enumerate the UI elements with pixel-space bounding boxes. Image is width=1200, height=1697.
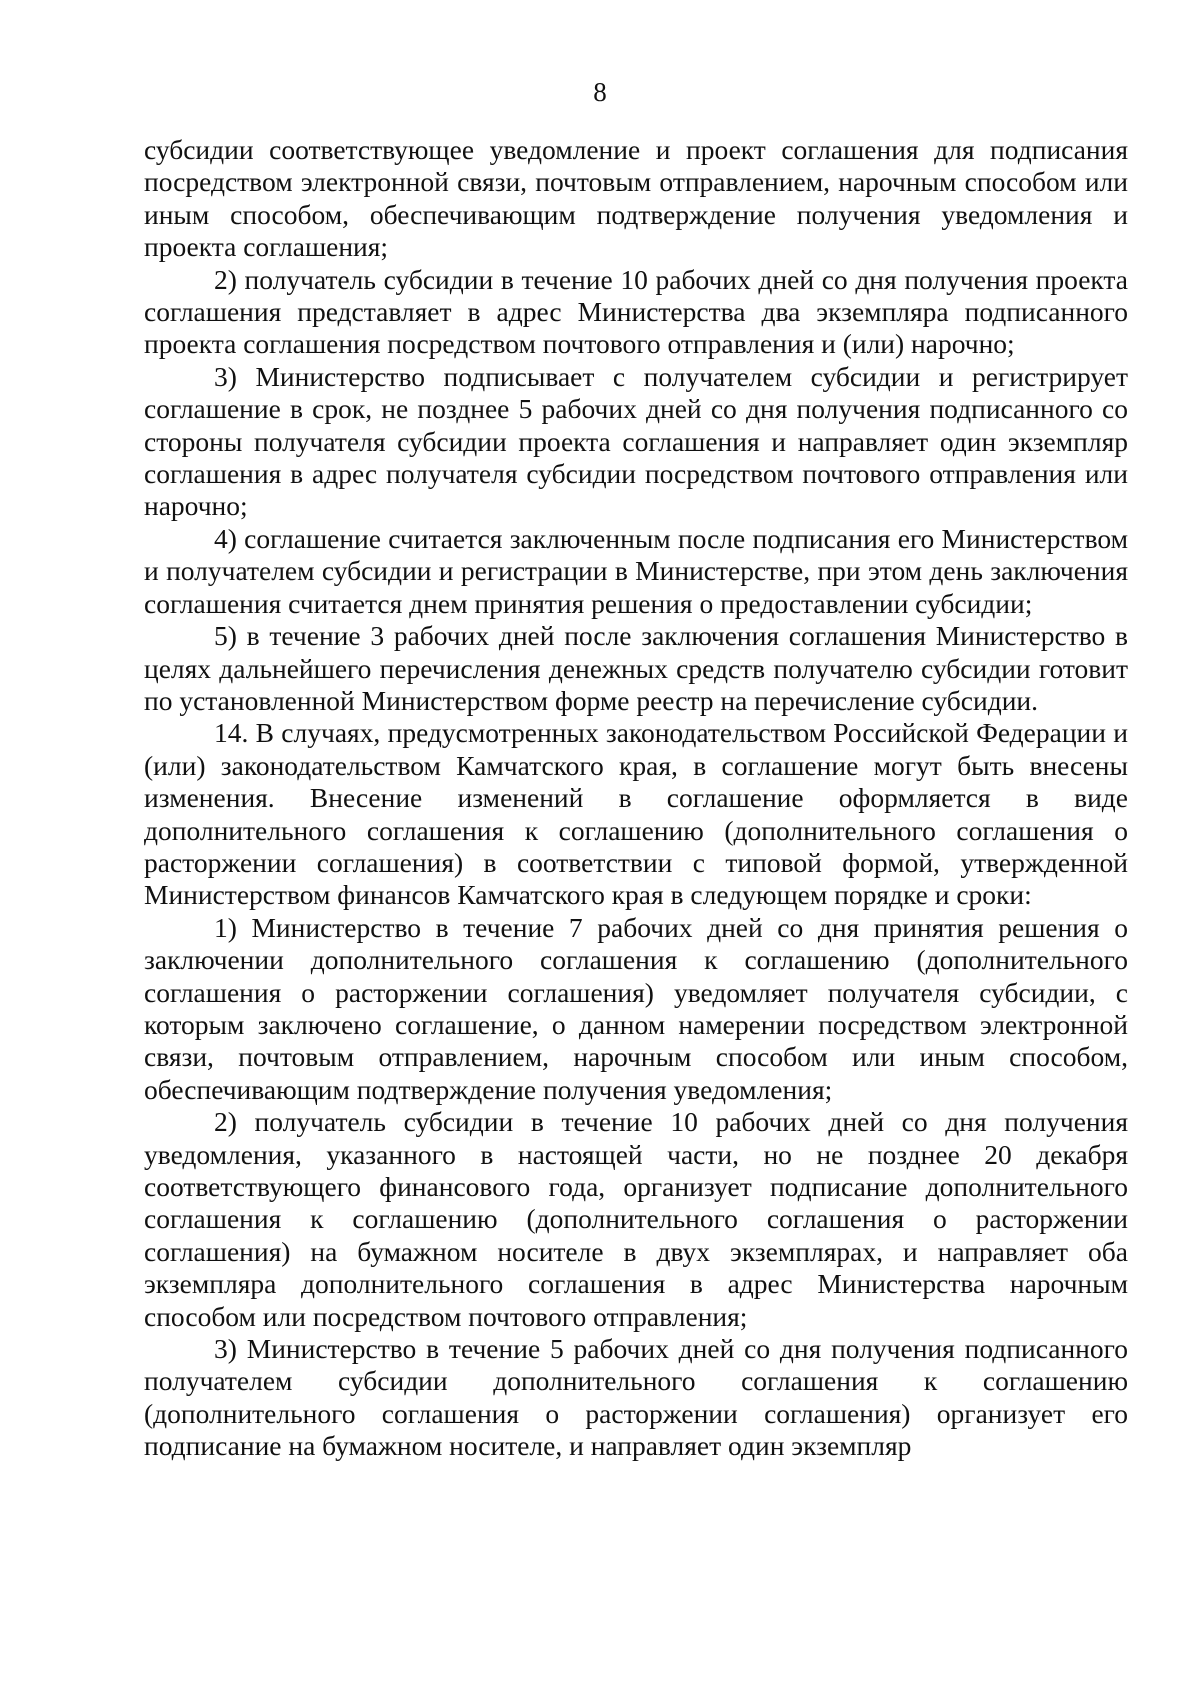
document-body [144, 134, 1128, 1463]
paragraph-item-4: 4) соглашение считается заключенным после подписания его Министерством и получателем субсидии и регистрации в Министерстве, при этом день заключения соглашения считается днем принятия решения о предоставлении субсидии; [144, 522, 1128, 619]
paragraph-intro-continuation: субсидии соответствующее уведомление и проект соглашения для подписания посредством электронной связи, почтовым отправлением, нарочным способом или иным способом, обеспечивающим подтверждение получения уведомления и проекта соглашения; [144, 134, 1128, 263]
paragraph-section-14: 14. В случаях, предусмотренных законодательством Российской Федерации и (или) законодательством Камчатского края, в соглашение могут быть внесены изменения. Внесение изменений в соглашение оформляется в виде дополнительного соглашения к соглашению (дополнительного соглашения о расторжении соглашения) в соответствии с типовой формой, утвержденной Министерством финансов Камчатского края в следующем порядке и сроки: [144, 717, 1128, 911]
paragraph-item-2: 2) получатель субсидии в течение 10 рабочих дней со дня получения проекта соглашения представляет в адрес Министерства два экземпляра подписанного проекта соглашения посредством почтового отправления и (или) нарочно; [144, 263, 1128, 360]
paragraph-item-5: 5) в течение 3 рабочих дней после заключения соглашения Министерство в целях дальнейшего перечисления денежных средств получателю субсидии готовит по установленной Министерством форме реестр на перечисление субсидии. [144, 620, 1128, 716]
paragraph-section-14-item-3: 3) Министерство в течение 5 рабочих дней со дня получения подписанного получателем субсидии дополнительного соглашения к соглашению (дополнительного соглашения о расторжении соглашения) организует его подписание на бумажном носителе, и направляет один экземпляр [144, 1333, 1128, 1462]
paragraph-section-14-item-2: 2) получатель субсидии в течение 10 рабочих дней со дня получения уведомления, указанного в настоящей части, но не позднее 20 декабря соответствующего финансового года, организует подписание дополнительного соглашения к соглашению (дополнительного соглашения о расторжении соглашения) на бумажном носителе в двух экземплярах, и направляет оба экземпляра дополнительного соглашения в адрес Министерства нарочным способом или посредством почтового отправления; [144, 1106, 1128, 1332]
paragraph-section-14-item-1: 1) Министерство в течение 7 рабочих дней со дня принятия решения о заключении дополнительного соглашения к соглашению (дополнительного соглашения о расторжении соглашения) уведомляет получателя субсидии, с которым заключено соглашение, о данном намерении посредством электронной связи, почтовым отправлением, нарочным способом или иным способом, обеспечивающим подтверждение получения уведомления; [144, 911, 1128, 1105]
page-number: 8 [593, 77, 607, 107]
paragraph-item-3: 3) Министерство подписывает с получателем субсидии и регистрирует соглашение в срок, не позднее 5 рабочих дней со дня получения подписанного со стороны получателя субсидии проекта соглашения и направляет один экземпляр соглашения в адрес получателя субсидии посредством почтового отправления или нарочно; [144, 360, 1128, 522]
